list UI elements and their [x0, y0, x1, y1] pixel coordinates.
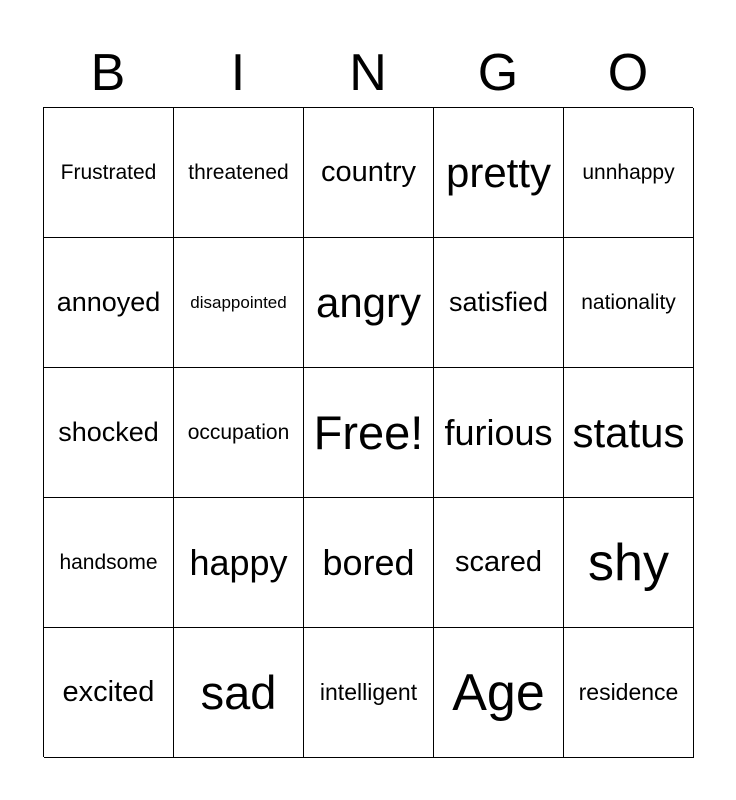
bingo-cell: satisfied	[434, 238, 564, 368]
bingo-cell: shocked	[44, 368, 174, 498]
header-letter-n: N	[349, 44, 387, 102]
bingo-cell: Age	[434, 628, 564, 758]
bingo-cell: bored	[304, 498, 434, 628]
bingo-cell: shy	[564, 498, 694, 628]
bingo-cell: status	[564, 368, 694, 498]
bingo-cell: furious	[434, 368, 564, 498]
bingo-cell: threatened	[174, 108, 304, 238]
header-letter-g: G	[477, 44, 519, 102]
bingo-cell: country	[304, 108, 434, 238]
bingo-card	[43, 107, 693, 757]
bingo-cell: intelligent	[304, 628, 434, 758]
bingo-cell: excited	[44, 628, 174, 758]
bingo-cell: occupation	[174, 368, 304, 498]
bingo-cell: angry	[304, 238, 434, 368]
bingo-cell: happy	[174, 498, 304, 628]
bingo-cell: pretty	[434, 108, 564, 238]
header-letter-i: I	[230, 44, 246, 102]
bingo-cell: sad	[174, 628, 304, 758]
bingo-cell: Frustrated	[44, 108, 174, 238]
header-letter-b: B	[90, 44, 126, 102]
header-letter-o: O	[607, 44, 649, 102]
bingo-cell: disappointed	[174, 238, 304, 368]
free-space-cell: Free!	[304, 368, 434, 498]
bingo-cell: nationality	[564, 238, 694, 368]
bingo-cell: handsome	[44, 498, 174, 628]
bingo-cell: unnhappy	[564, 108, 694, 238]
bingo-cell: scared	[434, 498, 564, 628]
bingo-cell: residence	[564, 628, 694, 758]
bingo-cell: annoyed	[44, 238, 174, 368]
bingo-header	[43, 38, 693, 108]
